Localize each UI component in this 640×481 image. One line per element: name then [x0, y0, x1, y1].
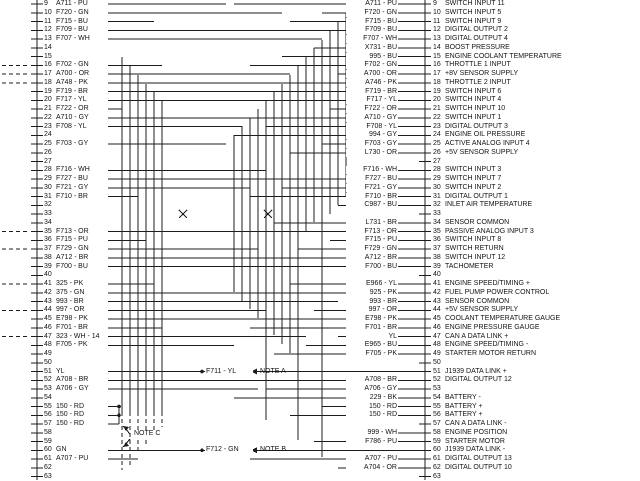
pin-number-left: 51: [44, 367, 52, 375]
wire-label-left: A748 - PK: [56, 78, 88, 86]
pin-number-right: 20: [433, 96, 441, 104]
signal-label: INLET AIR TEMPERATURE: [445, 201, 533, 209]
pin-number-left: 22: [44, 113, 52, 121]
wire-label-left: F709 - BU: [56, 26, 88, 34]
pin-number-right: 26: [433, 148, 441, 156]
wire-label-mid: 229 - BK: [346, 394, 398, 402]
pin-number-left: 9: [44, 0, 48, 7]
wire-label-mid: F707 - WH: [346, 35, 398, 43]
wire-label-left: F710 - BR: [56, 192, 88, 200]
wire-label-mid: F708 - YL: [346, 123, 398, 131]
pin-number-left: 35: [44, 227, 52, 235]
signal-label: STARTER MOTOR: [445, 437, 505, 445]
wire-label-left: F707 - WH: [56, 35, 90, 42]
pin-number-left: 47: [44, 332, 52, 340]
signal-label: BATTERY +: [445, 411, 483, 419]
pin-number-right: 14: [433, 43, 441, 51]
wire-label-left: 325 - PK: [56, 280, 84, 287]
pin-number-right: 23: [433, 122, 441, 130]
pin-number-right: 31: [433, 192, 441, 200]
wire-label-mid: F703 - GY: [346, 140, 398, 148]
pin-number-right: 27: [433, 157, 441, 165]
wire-label-mid: E966 - YL: [346, 280, 398, 288]
wire-label-mid: C987 - BU: [346, 201, 398, 209]
wire-label-left: 375 - GN: [56, 288, 85, 296]
pin-number-left: 37: [44, 245, 52, 252]
pin-number-left: 41: [44, 280, 52, 287]
signal-label: SWITCH RETURN: [445, 245, 504, 252]
pin-number-right: 49: [433, 350, 441, 357]
pin-number-left: 23: [44, 122, 52, 130]
pin-number-right: 12: [433, 26, 441, 34]
pin-number-left: 13: [44, 35, 52, 42]
wire-label-mid: F719 - BR: [346, 88, 398, 96]
pin-number-left: 31: [44, 192, 52, 200]
pin-number-left: 32: [44, 201, 52, 209]
wire-label-mid: 999 - WH: [346, 429, 398, 437]
signal-label: STARTER MOTOR RETURN: [445, 350, 537, 357]
pin-number-left: 29: [44, 175, 52, 182]
wire-label-left: F715 - BU: [56, 17, 88, 25]
pin-number-left: 28: [44, 166, 52, 174]
pin-number-right: 40: [433, 271, 441, 279]
wire-label-left: F713 - OR: [56, 227, 89, 235]
signal-label: TACHOMETER: [445, 262, 494, 270]
pin-number-right: 51: [433, 367, 441, 375]
pin-number-left: 52: [44, 376, 52, 384]
wire-label-mid: A710 - GY: [346, 114, 398, 122]
wire-label-left: A707 - PU: [56, 455, 89, 462]
wire-label-mid: YL: [346, 333, 398, 341]
pin-number-left: 53: [44, 385, 52, 392]
pin-number-left: 30: [44, 183, 52, 191]
wire-label-mid: F721 - GY: [346, 184, 398, 192]
pin-number-left: 56: [44, 411, 52, 419]
signal-label: +8V SENSOR SUPPLY: [445, 70, 519, 77]
pin-number-left: 24: [44, 131, 52, 139]
wire-label-left: F720 - GN: [56, 8, 89, 16]
pin-number-right: 22: [433, 113, 441, 121]
wire-label-left: F715 - PU: [56, 236, 88, 244]
pin-number-left: 61: [44, 455, 52, 462]
wire-label-left: 150 - RD: [56, 402, 85, 410]
pin-number-left: 54: [44, 393, 52, 401]
wire-label-left: F700 - BU: [56, 262, 88, 270]
pin-number-right: 33: [433, 210, 441, 217]
signal-label: +5V SENSOR SUPPLY: [445, 306, 519, 314]
signal-label: ENGINE POSITION: [445, 428, 508, 436]
wire-label-mid: F701 - BR: [346, 324, 398, 332]
wire-label-left: F703 - GY: [56, 140, 89, 147]
wire-label-mid: 925 - PK: [346, 289, 398, 297]
pin-number-right: 57: [433, 420, 441, 427]
wire-label-mid: 150 - RD: [346, 403, 398, 411]
signal-label: CAN A DATA LINK +: [445, 332, 509, 340]
pin-number-left: 59: [44, 437, 52, 445]
signal-label: SWITCH INPUT 3: [445, 166, 502, 174]
wire-label-left: A711 - PU: [56, 0, 88, 7]
pin-number-left: 48: [44, 341, 52, 349]
pin-number-right: 55: [433, 402, 441, 410]
signal-label: COOLANT TEMPERATURE GAUGE: [445, 315, 561, 322]
note-b-label: NOTE B: [260, 446, 287, 454]
pin-number-right: 19: [433, 87, 441, 95]
wire-label-mid: F712 - GN: [205, 446, 253, 454]
wire-label-mid: F710 - BR: [346, 193, 398, 201]
pin-number-left: 18: [44, 78, 52, 86]
wire-label-left: F717 - YL: [56, 96, 87, 104]
pin-number-right: 34: [433, 218, 441, 226]
pin-number-right: 53: [433, 385, 441, 392]
pin-number-left: 36: [44, 236, 52, 244]
pin-number-left: 40: [44, 271, 52, 279]
note-c-label: NOTE C: [134, 430, 161, 437]
wire-label-mid: A708 - BR: [346, 376, 398, 384]
pin-number-left: 26: [44, 148, 52, 156]
pin-number-left: 63: [44, 472, 52, 480]
pin-number-left: 46: [44, 323, 52, 331]
pin-number-left: 57: [44, 420, 52, 427]
signal-label: ENGINE PRESSURE GAUGE: [445, 323, 540, 331]
signal-label: DIGITAL OUTPUT 13: [445, 455, 512, 462]
pin-number-left: 49: [44, 350, 52, 357]
pin-number-left: 25: [44, 140, 52, 147]
signal-label: DIGITAL OUTPUT 2: [445, 26, 508, 34]
wire-label-left: GN: [56, 446, 67, 454]
signal-label: SWITCH INPUT 5: [445, 8, 502, 16]
wire-label-left: A708 - BR: [56, 376, 89, 384]
pin-number-right: 28: [433, 166, 441, 174]
pin-number-left: 58: [44, 428, 52, 436]
wire-label-mid: F722 - OR: [346, 105, 398, 113]
signal-label: ENGINE SPEED/TIMING +: [445, 280, 530, 287]
signal-label: J1939 DATA LINK -: [445, 446, 506, 454]
wire-label-left: F729 - GN: [56, 245, 89, 252]
wire-label-left: YL: [56, 367, 65, 375]
signal-label: SWITCH INPUT 1: [445, 113, 502, 121]
signal-label: BATTERY +: [445, 402, 483, 410]
signal-label: SWITCH INPUT 4: [445, 96, 502, 104]
pin-number-right: 56: [433, 411, 441, 419]
pin-number-left: 38: [44, 253, 52, 261]
pin-number-right: 32: [433, 201, 441, 209]
pin-number-right: 62: [433, 463, 441, 471]
signal-label: SWITCH INPUT 10: [445, 105, 506, 112]
wire-label-mid: F711 - YL: [205, 368, 253, 376]
pin-number-left: 45: [44, 315, 52, 322]
pin-number-left: 14: [44, 43, 52, 51]
pin-number-right: 35: [433, 227, 441, 235]
wire-label-left: A710 - GY: [56, 113, 89, 121]
signal-label: FUEL PUMP POWER CONTROL: [445, 288, 550, 296]
wire-label-mid: F715 - PU: [346, 236, 398, 244]
wire-label-mid: A706 - GY: [346, 385, 398, 393]
wire-label-mid: F716 - WH: [346, 166, 398, 174]
pin-number-right: 46: [433, 323, 441, 331]
signal-label: THROTTLE 1 INPUT: [445, 61, 511, 69]
wire-label-left: F721 - GY: [56, 183, 89, 191]
wire-label-mid: E965 - BU: [346, 341, 398, 349]
signal-label: SWITCH INPUT 7: [445, 175, 502, 182]
wire-label-mid: L730 - OR: [346, 149, 398, 157]
wire-label-left: A700 - OR: [56, 70, 90, 77]
pin-number-right: 24: [433, 131, 441, 139]
pin-number-left: 33: [44, 210, 52, 217]
wire-label-mid: A712 - BR: [346, 254, 398, 262]
wire-label-mid: X731 - BU: [346, 44, 398, 52]
wire-label-mid: F700 - BU: [346, 263, 398, 271]
wire-label-mid: A746 - PK: [346, 79, 398, 87]
signal-label: SENSOR COMMON: [445, 218, 510, 226]
pin-number-right: 44: [433, 306, 441, 314]
signal-label: J1939 DATA LINK +: [445, 367, 507, 375]
wire-label-mid: 150 - RD: [346, 411, 398, 419]
pin-number-right: 41: [433, 280, 441, 287]
wire-label-mid: A700 - OR: [346, 70, 398, 78]
wire-label-left: F705 - PK: [56, 341, 88, 349]
signal-label: SENSOR COMMON: [445, 297, 510, 305]
pin-number-right: 38: [433, 253, 441, 261]
pin-number-left: 12: [44, 26, 52, 34]
pin-number-left: 20: [44, 96, 52, 104]
wire-label-mid: F729 - GN: [346, 245, 398, 253]
pin-number-left: 17: [44, 70, 52, 77]
wire-label-mid: A707 - PU: [346, 455, 398, 463]
pin-number-right: 48: [433, 341, 441, 349]
wire-label-mid: F786 - PU: [346, 438, 398, 446]
wire-label-mid: F713 - OR: [346, 228, 398, 236]
signal-label: SWITCH INPUT 2: [445, 183, 502, 191]
pin-number-right: 42: [433, 288, 441, 296]
wire-label-left: F701 - BR: [56, 323, 88, 331]
signal-label: DIGITAL OUTPUT 4: [445, 35, 508, 42]
pin-number-right: 43: [433, 297, 441, 305]
pin-number-right: 10: [433, 8, 441, 16]
wire-label-mid: L731 - BR: [346, 219, 398, 227]
pin-number-left: 11: [44, 17, 52, 25]
pin-number-left: 16: [44, 61, 52, 69]
pin-number-right: 36: [433, 236, 441, 244]
signal-label: DIGITAL OUTPUT 3: [445, 122, 508, 130]
wire-label-mid: F709 - BU: [346, 26, 398, 34]
pin-number-right: 11: [433, 17, 441, 25]
pin-number-left: 60: [44, 446, 52, 454]
pin-number-right: 54: [433, 393, 441, 401]
wire-label-mid: 997 - OR: [346, 306, 398, 314]
pin-number-left: 21: [44, 105, 52, 112]
pin-number-right: 50: [433, 358, 441, 366]
pin-number-left: 27: [44, 157, 52, 165]
pin-number-left: 55: [44, 402, 52, 410]
wire-label-left: E798 - PK: [56, 315, 88, 322]
signal-label: CAN A DATA LINK -: [445, 420, 507, 427]
signal-label: DIGITAL OUTPUT 1: [445, 192, 508, 200]
wire-label-left: A712 - BR: [56, 253, 89, 261]
wire-label-mid: F717 - YL: [346, 96, 398, 104]
signal-label: SWITCH INPUT 8: [445, 236, 502, 244]
pin-number-left: 42: [44, 288, 52, 296]
signal-label: SWITCH INPUT 9: [445, 17, 502, 25]
pin-number-left: 19: [44, 87, 52, 95]
pin-number-left: 50: [44, 358, 52, 366]
wire-label-mid: A711 - PU: [346, 0, 398, 8]
signal-label: ENGINE OIL PRESSURE: [445, 131, 526, 139]
pin-number-right: 30: [433, 183, 441, 191]
wire-label-mid: 994 - GY: [346, 131, 398, 139]
wire-label-mid: 993 - BR: [346, 298, 398, 306]
signal-label: +5V SENSOR SUPPLY: [445, 148, 519, 156]
note-a-label: NOTE A: [260, 367, 286, 375]
pin-number-right: 18: [433, 78, 441, 86]
wire-label-mid: 995 - BU: [346, 53, 398, 61]
signal-label: DIGITAL OUTPUT 10: [445, 463, 512, 471]
pin-number-right: 16: [433, 61, 441, 69]
signal-label: THROTTLE 2 INPUT: [445, 78, 511, 86]
pin-number-right: 58: [433, 428, 441, 436]
signal-label: PASSIVE ANALOG INPUT 3: [445, 227, 534, 235]
wire-label-left: A706 - GY: [56, 385, 89, 392]
pin-number-left: 62: [44, 463, 52, 471]
pin-number-right: 47: [433, 332, 441, 340]
pin-number-left: 34: [44, 218, 52, 226]
pin-number-right: 25: [433, 140, 441, 147]
wire-label-left: 150 - RD: [56, 420, 85, 427]
signal-label: SWITCH INPUT 12: [445, 253, 506, 261]
pin-number-right: 59: [433, 437, 441, 445]
pin-number-right: 37: [433, 245, 441, 252]
wire-label-mid: F720 - GN: [346, 9, 398, 17]
signal-label: DIGITAL OUTPUT 12: [445, 376, 512, 384]
pin-number-right: 45: [433, 315, 441, 322]
pin-number-right: 61: [433, 455, 441, 462]
wire-label-mid: F702 - GN: [346, 61, 398, 69]
wire-label-mid: A704 - OR: [346, 464, 398, 472]
pin-number-right: 17: [433, 70, 441, 77]
signal-label: SWITCH INPUT 6: [445, 87, 502, 95]
pin-number-right: 13: [433, 35, 441, 42]
signal-label: BATTERY -: [445, 393, 481, 401]
pin-number-right: 52: [433, 376, 441, 384]
pin-number-right: 39: [433, 262, 441, 270]
wire-label-left: 997 - OR: [56, 306, 85, 314]
wire-label-left: F727 - BU: [56, 175, 88, 182]
wire-label-left: F719 - BR: [56, 87, 88, 95]
wire-label-mid: F727 - BU: [346, 175, 398, 183]
wire-label-left: 323 - WH - 14: [56, 332, 100, 340]
pin-number-right: 9: [433, 0, 437, 7]
pin-number-right: 21: [433, 105, 441, 112]
wire-label-left: F702 - GN: [56, 61, 89, 69]
wire-label-left: 150 - RD: [56, 411, 85, 419]
pin-number-right: 15: [433, 52, 441, 60]
signal-label: SWITCH INPUT 11: [445, 0, 505, 7]
signal-label: ENGINE SPEED/TIMING -: [445, 341, 529, 349]
pin-number-left: 43: [44, 297, 52, 305]
pin-number-left: 10: [44, 8, 52, 16]
wire-label-left: F722 - OR: [56, 105, 89, 112]
pin-number-left: 15: [44, 52, 52, 60]
pin-number-right: 63: [433, 472, 441, 480]
wire-label-mid: E798 - PK: [346, 315, 398, 323]
pin-number-right: 29: [433, 175, 441, 182]
signal-label: ENGINE COOLANT TEMPERATURE: [445, 52, 562, 60]
wire-label-mid: F705 - PK: [346, 350, 398, 358]
wire-label-left: F708 - YL: [56, 122, 87, 130]
pin-number-right: 60: [433, 446, 441, 454]
wire-label-left: 993 - BR: [56, 297, 84, 305]
signal-label: ACTIVE ANALOG INPUT 4: [445, 140, 530, 147]
wire-label-left: F716 - WH: [56, 166, 90, 174]
pin-number-left: 44: [44, 306, 52, 314]
signal-label: BOOST PRESSURE: [445, 43, 510, 51]
wire-label-mid: F715 - BU: [346, 18, 398, 26]
pin-number-left: 39: [44, 262, 52, 270]
